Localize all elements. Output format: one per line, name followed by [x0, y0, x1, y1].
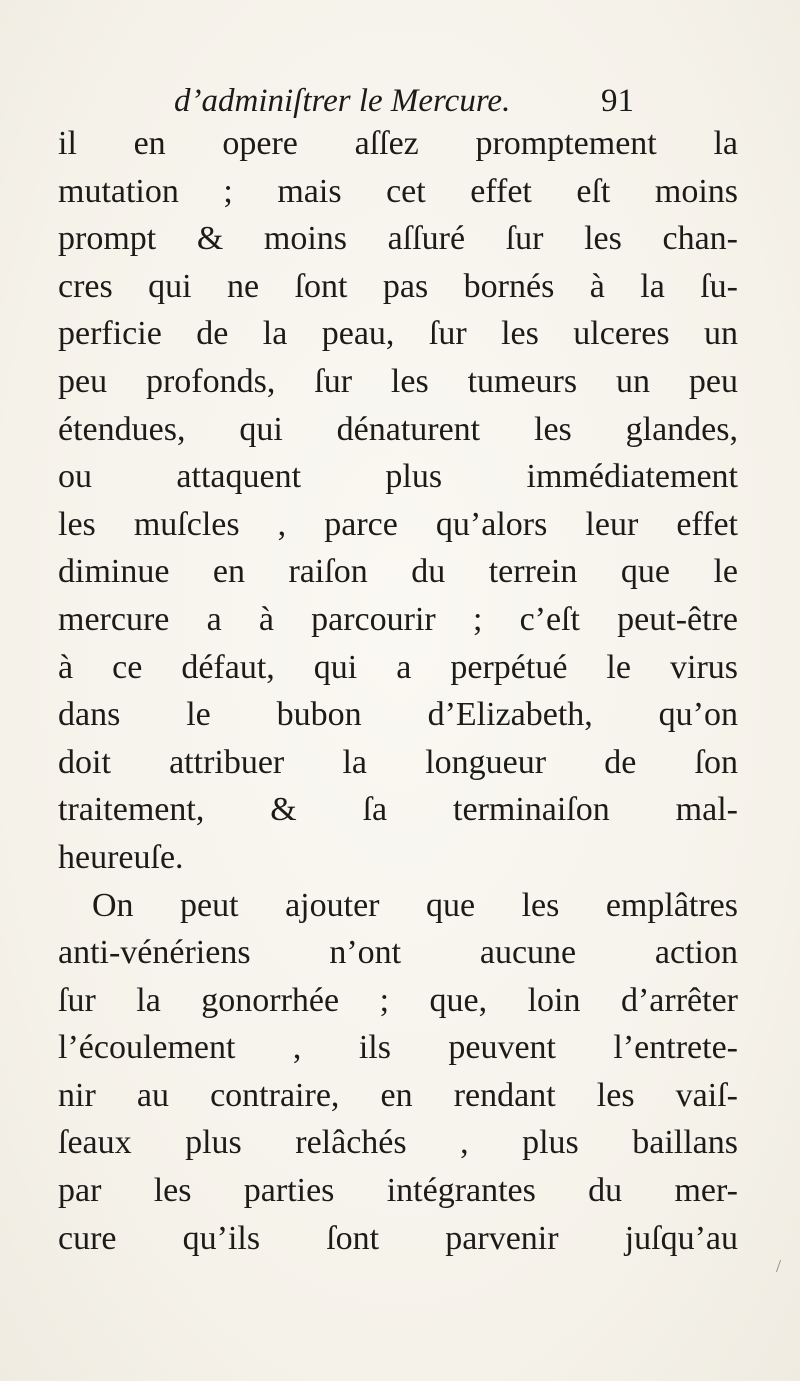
text-line: traitement, & ſa terminaiſon mal- [58, 791, 738, 829]
text-line: ſur la gonorrhée ; que, loin d’arrêter [58, 981, 738, 1019]
text-line: par les parties intégrantes du mer- [58, 1172, 738, 1210]
text-line: diminue en raiſon du terrein que le [58, 553, 738, 591]
body-text [58, 120, 738, 1262]
text-line: prompt & moins aſſuré ſur les chan- [58, 220, 738, 258]
text-line: perficie de la peau, ſur les ulceres un [58, 315, 738, 353]
text-line: doit attribuer la longueur de ſon [58, 743, 738, 781]
text-line: anti-vénériens n’ont aucune action [58, 934, 738, 972]
text-line: étendues, qui dénaturent les glandes, [58, 410, 738, 448]
text-line: à ce défaut, qui a perpétué le virus [58, 648, 738, 686]
text-line: il en opere aſſez promptement la [58, 125, 738, 162]
running-head [174, 78, 634, 124]
text-line: mutation ; mais cet effet eſt moins [58, 172, 738, 210]
text-line: l’écoulement , ils peuvent l’entrete- [58, 1029, 738, 1067]
paragraph-end-line: heureuſe. [58, 838, 184, 876]
text-line: cure qu’ils ſont parvenir juſqu’au [58, 1219, 738, 1257]
text-line: dans le bubon d’Elizabeth, qu’on [58, 696, 738, 734]
text-line: mercure a à parcourir ; c’eſt peut-être [58, 600, 738, 638]
text-line: cres qui ne ſont pas bornés à la ſu- [58, 267, 738, 305]
running-title: d’adminiſtrer le Mercure. [174, 83, 511, 119]
text-line: nir au contraire, en rendant les vaiſ- [58, 1076, 738, 1114]
stray-mark: / [776, 1256, 782, 1276]
text-line: peu profonds, ſur les tumeurs un peu [58, 362, 738, 400]
text-line: les muſcles , parce qu’alors leur effet [58, 505, 738, 543]
page-number: 91 [601, 83, 634, 119]
text-line: ſeaux plus relâchés , plus baillans [58, 1124, 738, 1162]
paragraph-start-line: On peut ajouter que les emplâtres [92, 886, 738, 924]
text-line: ou attaquent plus immédiatement [58, 458, 738, 496]
